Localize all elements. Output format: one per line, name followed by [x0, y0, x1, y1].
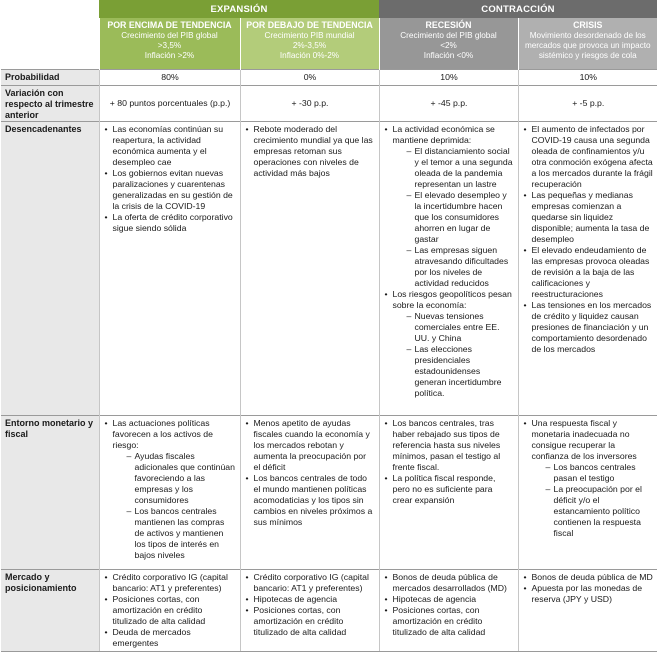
- scenario-title: POR ENCIMA DE TENDENCIA: [107, 20, 232, 30]
- list-item: • Apuesta por las monedas de reserva (JPY y USD): [524, 583, 654, 605]
- list-item-text: La actividad económica se mantiene deprimida:: [392, 124, 495, 145]
- list-item: • El aumento de infectados por COVID-19 causa una segunda oleada de confinamientos y/u otra conmoción exógena afecta a los mercados durante la frágil recuperación: [524, 124, 654, 190]
- scenario-growth-label: Crecimiento del PIB global: [400, 31, 497, 40]
- row-label-triggers: Desencadenantes: [1, 122, 99, 416]
- monetary-crisis: [518, 416, 657, 570]
- list-item: • Crédito corporativo IG (capital bancario: AT1 y preferentes): [105, 572, 236, 594]
- list-item: • Los gobiernos evitan nuevas paralizaciones y cuarentenas generalizadas en su gestión de la crisis de la COVID-19: [105, 168, 236, 212]
- market-below-trend: [240, 570, 379, 652]
- list-item: • El elevado endeudamiento de las empresas provoca oleadas de revisión a la baja de las calificaciones y reestructuraciones: [524, 245, 654, 300]
- sub-list-item: – Las elecciones presidenciales estadounidenses generan incertidumbre política.: [407, 344, 514, 399]
- row-label-probability: Probabilidad: [1, 70, 99, 86]
- list-item: • Bonos de deuda pública de mercados desarrollados (MD): [385, 572, 514, 594]
- row-label-monetary: Entorno monetario y fiscal: [1, 416, 99, 570]
- probability-crisis: 10%: [518, 70, 657, 86]
- scenario-growth-label: Crecimiento del PIB global: [121, 31, 218, 40]
- triggers-crisis: [518, 122, 657, 416]
- sub-list-item: – Ayudas fiscales adicionales que continúan favoreciendo a las empresas y los consumidores: [127, 451, 236, 506]
- list-item: • Hipotecas de agencia: [246, 594, 375, 605]
- corner-cell-2: [1, 18, 99, 70]
- sub-list-item: – El elevado desempleo y la incertidumbre hacen que los consumidores ahorren en lugar de gastar: [407, 190, 514, 245]
- list-item: • Hipotecas de agencia: [385, 594, 514, 605]
- probability-above-trend: 80%: [99, 70, 240, 86]
- monetary-below-trend: [240, 416, 379, 570]
- probability-recession: 10%: [379, 70, 518, 86]
- variation-crisis: + -5 p.p.: [518, 86, 657, 122]
- scenario-title: CRISIS: [573, 20, 603, 30]
- scenario-growth-label: Crecimiento PIB mundial: [264, 31, 355, 40]
- group-contraction-header: CONTRACCIÓN: [379, 0, 657, 18]
- sub-list-item: – Nuevas tensiones comerciales entre EE. UU. y China: [407, 311, 514, 344]
- scenario-title: RECESIÓN: [425, 20, 472, 30]
- scenario-growth-value: >3,5%: [157, 41, 182, 50]
- scenario-below-trend: [240, 18, 379, 70]
- probability-below-trend: 0%: [240, 70, 379, 86]
- scenario-growth-value: <2%: [440, 41, 457, 50]
- list-item: • Crédito corporativo IG (capital bancario: AT1 y preferentes): [246, 572, 375, 594]
- scenario-growth-value: 2%-3,5%: [292, 41, 327, 50]
- list-item: • Deuda de mercados emergentes: [105, 627, 236, 649]
- monetary-above-trend: [99, 416, 240, 570]
- market-crisis: [518, 570, 657, 652]
- scenario-inflation: Inflación 0%-2%: [279, 51, 340, 60]
- list-item: • Posiciones cortas, con amortización en crédito titulizado de alta calidad: [385, 605, 514, 638]
- monetary-recession: [379, 416, 518, 570]
- variation-recession: + -45 p.p.: [379, 86, 518, 122]
- market-recession: [379, 570, 518, 652]
- scenario-inflation: Inflación <0%: [423, 51, 474, 60]
- list-item: • La oferta de crédito corporativo sigue siendo sólida: [105, 212, 236, 234]
- sub-list-item: – Los bancos centrales mantienen las compras de activos y mantienen los tipos de interés en bajos niveles: [127, 506, 236, 561]
- list-item-text: Una respuesta fiscal y monetaria inadecuada no consigue recuperar la confianza de los inversores: [531, 418, 637, 461]
- list-item: [524, 418, 654, 539]
- triggers-below-trend: [240, 122, 379, 416]
- corner-cell: [1, 0, 99, 18]
- scenario-table: [1, 0, 657, 652]
- triggers-above-trend: [99, 122, 240, 416]
- list-item: • La política fiscal responde, pero no es suficiente para crear expansión: [385, 473, 514, 506]
- list-item: [385, 289, 514, 399]
- scenario-crisis: [518, 18, 657, 70]
- sub-list-item: – La preocupación por el déficit y/o el estancamiento político contienen la respuesta fiscal: [546, 484, 654, 539]
- list-item: • Los bancos centrales, tras haber rebajado sus tipos de referencia hasta sus niveles mínimos, pasan el testigo al frente fiscal.: [385, 418, 514, 473]
- scenario-above-trend: [99, 18, 240, 70]
- list-item-text: Las actuaciones políticas favorecen a los activos de riesgo:: [112, 418, 213, 450]
- scenario-title: POR DEBAJO DE TENDENCIA: [246, 20, 373, 30]
- list-item: • Bonos de deuda pública de MD: [524, 572, 654, 583]
- scenario-inflation: Inflación >2%: [144, 51, 195, 60]
- list-item: • Los bancos centrales de todo el mundo mantienen políticas acomodaticias y los tipos sin cambios en niveles próximos a sus mínimos: [246, 473, 375, 528]
- sub-list-item: – Las empresas siguen atravesando dificultades por los niveles de actividad reducidos: [407, 245, 514, 289]
- variation-below-trend: + -30 p.p.: [240, 86, 379, 122]
- list-item: • Rebote moderado del crecimiento mundial ya que las empresas retoman sus operaciones con niveles de actividad más bajos: [246, 124, 375, 179]
- scenario-description: Movimiento desordenado de los mercados que provoca un impacto sistémico y riesgos de cola: [524, 31, 651, 60]
- list-item: • Posiciones cortas, con amortización en crédito titulizado de alta calidad: [246, 605, 375, 638]
- row-label-market: Mercado y posicionamiento: [1, 570, 99, 652]
- row-label-variation: Variación con respecto al trimestre anterior: [1, 86, 99, 122]
- list-item: • Las pequeñas y medianas empresas comienzan a quedarse sin liquidez disponible; aumenta la tasa de desempleo: [524, 190, 654, 245]
- list-item: • Las tensiones en los mercados de crédito y liquidez causan presiones de financiación y un comportamiento desordenado de los mercados: [524, 300, 654, 355]
- group-expansion-header: EXPANSIÓN: [99, 0, 379, 18]
- scenario-recession: [379, 18, 518, 70]
- variation-above-trend: + 80 puntos porcentuales (p.p.): [99, 86, 240, 122]
- list-item: [385, 124, 514, 289]
- list-item: • Posiciones cortas, con amortización en crédito titulizado de alta calidad: [105, 594, 236, 627]
- list-item: [105, 418, 236, 561]
- sub-list-item: – Los bancos centrales pasan el testigo: [546, 462, 654, 484]
- list-item: • Las economías continúan su reapertura, la actividad económica aumenta y el desempleo cae: [105, 124, 236, 168]
- market-above-trend: [99, 570, 240, 652]
- list-item-text: Los riesgos geopolíticos pesan sobre la economía:: [392, 289, 512, 310]
- list-item: • Menos apetito de ayudas fiscales cuando la economía y los mercados rebotan y aumenta la preocupación por el déficit: [246, 418, 375, 473]
- sub-list-item: – El distanciamiento social y el temor a una segunda oleada de la pandemia representan un lastre: [407, 146, 514, 190]
- triggers-recession: [379, 122, 518, 416]
